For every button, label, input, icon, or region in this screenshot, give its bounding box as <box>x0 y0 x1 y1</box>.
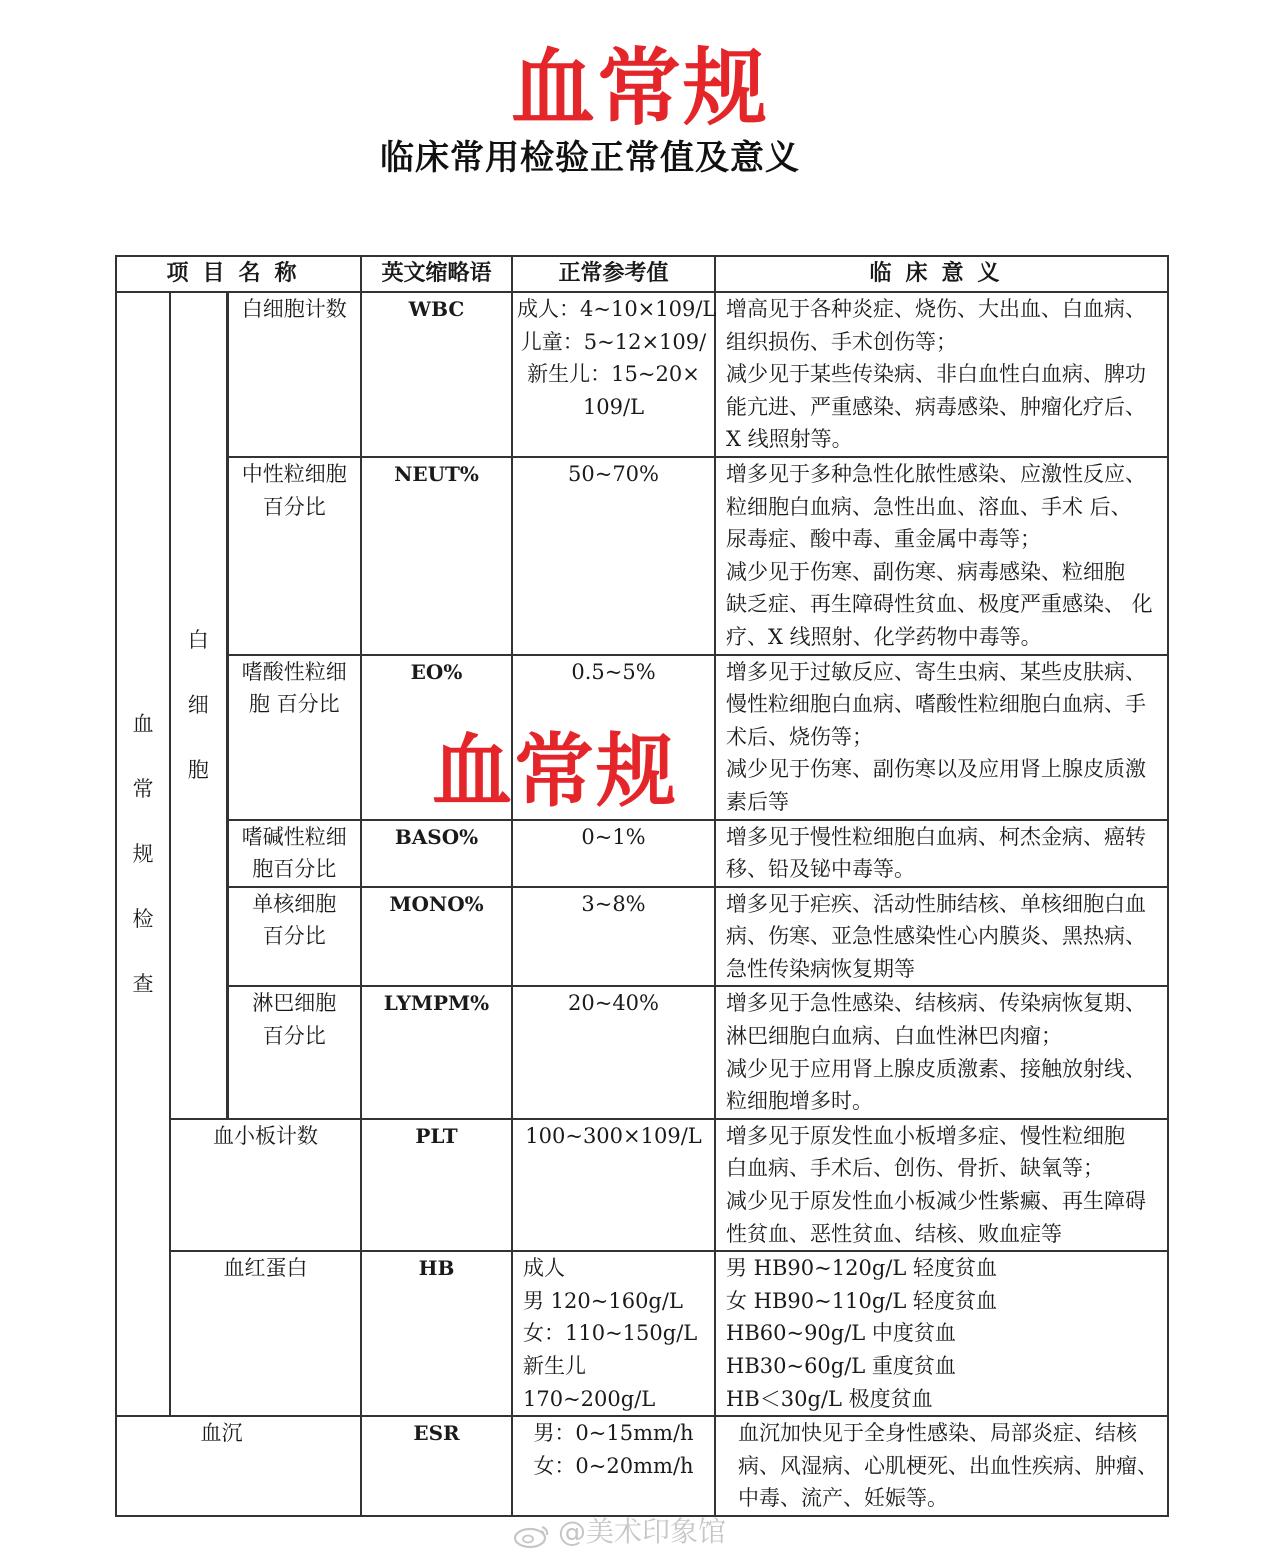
item-ref: 0.5~5% <box>512 655 715 820</box>
item-ref: 成人：4~10×109/L 儿童：5~12×109/ 新生儿：15~20× 109/L <box>512 292 715 457</box>
item-meaning: 增多见于急性感染、结核病、传染病恢复期、 淋巴细胞白血病、白血性淋巴肉瘤； 减少见于应用肾上腺皮质激素、接触放射线、 粒细胞增多时。 <box>715 986 1168 1118</box>
item-ref: 100~300×109/L <box>512 1119 715 1251</box>
item-name: 单核细胞 百分比 <box>227 887 361 987</box>
item-name: 血沉 <box>116 1416 361 1516</box>
table-row-wbc <box>116 292 1168 457</box>
item-abbr: BASO% <box>361 820 512 887</box>
item-meaning: 增多见于原发性血小板增多症、慢性粒细胞 白血病、手术后、创伤、骨折、缺氧等； 减少见于原发性血小板减少性紫癜、再生障碍 性贫血、恶性贫血、结核、败血症等 <box>715 1119 1168 1251</box>
table-header-row <box>116 256 1168 292</box>
header-meaning: 临床意义 <box>715 256 1168 292</box>
reference-table <box>115 255 1169 1517</box>
table-row-lymph <box>116 986 1168 1118</box>
item-meaning: 增多见于过敏反应、寄生虫病、某些皮肤病、 慢性粒细胞白血病、嗜酸性粒细胞白血病、手 术后、烧伤等； 减少见于伤寒、副伤寒以及应用肾上腺皮质激 素后等 <box>715 655 1168 820</box>
item-name: 嗜碱性粒细 胞百分比 <box>227 820 361 887</box>
item-name: 白细胞计数 <box>227 292 361 457</box>
item-meaning: 男 HB90~120g/L 轻度贫血 女 HB90~110g/L 轻度贫血 HB60~90g/L 中度贫血 HB30~60g/L 重度贫血 HB＜30g/L 极度贫血 <box>715 1251 1168 1416</box>
item-abbr: ESR <box>361 1416 512 1516</box>
item-ref: 男：0~15mm/h 女：0~20mm/h <box>512 1416 715 1516</box>
item-abbr: LYMPM% <box>361 986 512 1118</box>
item-ref: 0~1% <box>512 820 715 887</box>
header-item-name: 项目名称 <box>116 256 361 292</box>
table-row-mono <box>116 887 1168 987</box>
table-row-plt <box>116 1119 1168 1251</box>
item-ref: 20~40% <box>512 986 715 1118</box>
page-subtitle: 临床常用检验正常值及意义 <box>380 138 800 178</box>
item-name: 血小板计数 <box>170 1119 361 1251</box>
table-row-baso <box>116 820 1168 887</box>
watermark-title: 血常规 <box>432 725 678 818</box>
item-name: 淋巴细胞 百分比 <box>227 986 361 1118</box>
item-meaning: 血沉加快见于全身性感染、局部炎症、结核 病、风湿病、心肌梗死、出血性疾病、肿瘤、 中毒、流产、妊娠等。 <box>715 1416 1168 1516</box>
page-title: 血常规 <box>510 39 769 137</box>
weibo-logo-icon <box>512 1520 552 1546</box>
newborn-label: 新生儿 <box>523 1354 586 1378</box>
credit <box>512 1512 726 1552</box>
item-ref: 50~70% <box>512 457 715 655</box>
item-name: 中性粒细胞 百分比 <box>227 457 361 655</box>
table-row-neut <box>116 457 1168 655</box>
table-row-hb <box>116 1251 1168 1416</box>
item-meaning: 增多见于多种急性化脓性感染、应激性反应、 粒细胞白血病、急性出血、溶血、手术 后、 尿毒症、酸中毒、重金属中毒等； 减少见于伤寒、副伤寒、病毒感染、粒细胞 缺乏症、再生障碍性贫血、极度严重感染、 化 疗、X 线照射、化学药物中毒等。 <box>715 457 1168 655</box>
table-row-esr <box>116 1416 1168 1516</box>
item-name: 嗜酸性粒细 胞 百分比 <box>227 655 361 820</box>
item-meaning: 增多见于慢性粒细胞白血病、柯杰金病、癌转 移、铅及铋中毒等。 <box>715 820 1168 887</box>
item-abbr: WBC <box>361 292 512 457</box>
item-abbr: EO% <box>361 655 512 820</box>
group-label-inner: 白 细 胞 <box>170 292 227 1119</box>
item-meaning: 增高见于各种炎症、烧伤、大出血、白血病、 组织损伤、手术创伤等； 减少见于某些传染病、非白血性白血病、脾功 能亢进、严重感染、病毒感染、肿瘤化疗后、 X 线照射等。 <box>715 292 1168 457</box>
item-abbr: NEUT% <box>361 457 512 655</box>
item-abbr: HB <box>361 1251 512 1416</box>
group-label-outer: 血 常 规 检 查 <box>116 292 170 1416</box>
header-ref: 正常参考值 <box>512 256 715 292</box>
item-abbr: MONO% <box>361 887 512 987</box>
item-name: 血红蛋白 <box>170 1251 361 1416</box>
header-abbr: 英文缩略语 <box>361 256 512 292</box>
credit-text: @美术印象馆 <box>558 1515 727 1548</box>
item-meaning: 增多见于疟疾、活动性肺结核、单核细胞白血 病、伤寒、亚急性感染性心内膜炎、黑热病、 急性传染病恢复期等 <box>715 887 1168 987</box>
item-ref: 3~8% <box>512 887 715 987</box>
item-ref: 成人 男 120~160g/L 女：110~150g/L 新生儿 170~200g/L <box>512 1251 715 1416</box>
item-abbr: PLT <box>361 1119 512 1251</box>
